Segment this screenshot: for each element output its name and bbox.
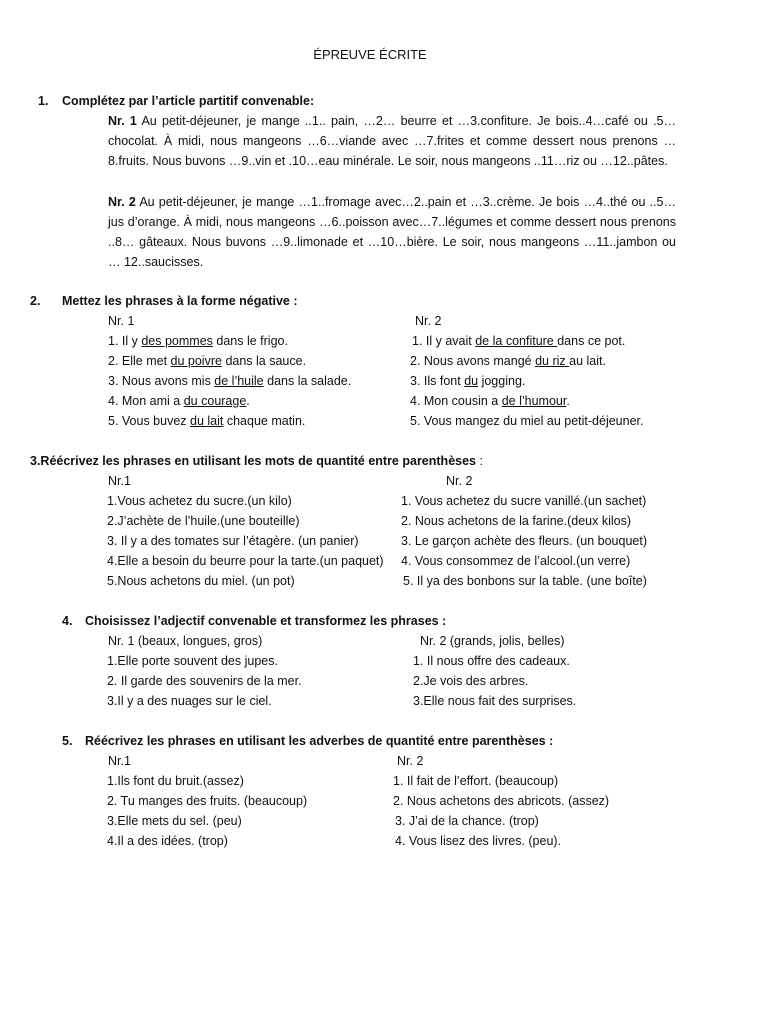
list-item: 4.Elle a besoin du beurre pour la tarte.(un paquet) [107, 554, 384, 568]
section-3-heading: 3.Réécrivez les phrases en utilisant les mots de quantité entre parenthèses [30, 454, 477, 468]
exercise-1-text: Au petit-déjeuner, je mange ..1.. pain, …2… beurre et …3.confiture. Je bois..4…café ou .5… chocolat. À midi, nous mangeons …6…viande avec …7.frites et comme dessert nous prenons … 8.fruits. Nous buvons …9..vin et .10…eau minérale. Le soir, nous mangeons ..11…riz ou …12..pâtes. [108, 114, 676, 168]
list-item: 4. Mon cousin a de l’humour. [410, 394, 570, 408]
section-5-number: 5. [62, 734, 73, 748]
list-item: 2. Nous achetons des abricots. (assez) [393, 794, 610, 808]
section-3-col1-label: Nr.1 [108, 474, 131, 488]
exercise-2-label: Nr. 2 [108, 195, 136, 209]
list-item: 2. Elle met du poivre dans la sauce. [108, 354, 307, 368]
list-item: 1.Vous achetez du sucre.(un kilo) [107, 494, 292, 508]
list-item: 3. Il y a des tomates sur l’étagère. (un panier) [107, 534, 359, 548]
list-item: 2. Tu manges des fruits. (beaucoup) [107, 794, 308, 808]
list-item: 1.Ils font du bruit.(assez) [107, 774, 244, 788]
list-item: 3. Ils font du jogging. [410, 374, 526, 388]
exercise-1-paragraph [108, 111, 676, 171]
list-item: 1.Elle porte souvent des jupes. [107, 654, 278, 668]
list-item: 3. Nous avons mis de l’huile dans la salade. [108, 374, 352, 388]
list-item: 1. Il y avait de la confiture dans ce pot. [412, 334, 626, 348]
list-item: 2.J’achète de l’huile.(une bouteille) [107, 514, 300, 528]
list-item: 4.Il a des idées. (trop) [107, 834, 228, 848]
section-5-col2-label: Nr. 2 [397, 754, 424, 768]
list-item: 3. J’ai de la chance. (trop) [395, 814, 539, 828]
section-4-col2-label: Nr. 2 (grands, jolis, belles) [420, 634, 565, 648]
section-5-heading: Réécrivez les phrases en utilisant les adverbes de quantité entre parenthèses : [85, 734, 554, 748]
section-1-heading: Complétez par l’article partitif convenable: [62, 94, 315, 108]
list-item: 4. Mon ami a du courage. [108, 394, 250, 408]
list-item: 2. Nous achetons de la farine.(deux kilos) [401, 514, 631, 528]
section-4-col1-label: Nr. 1 (beaux, longues, gros) [108, 634, 263, 648]
section-5-col1-label: Nr.1 [108, 754, 131, 768]
list-item: 5. Vous mangez du miel au petit-déjeuner. [410, 414, 644, 428]
list-item: 3.Il y a des nuages sur le ciel. [107, 694, 272, 708]
section-4-number: 4. [62, 614, 73, 628]
list-item: 5.Nous achetons du miel. (un pot) [107, 574, 295, 588]
section-3-heading-colon: : [476, 454, 483, 468]
list-item: 2. Nous avons mangé du riz au lait. [410, 354, 606, 368]
section-2-col1-label: Nr. 1 [108, 314, 135, 328]
section-2-number: 2. [30, 294, 41, 308]
list-item: 1. Il y des pommes dans le frigo. [108, 334, 288, 348]
list-item: 4. Vous consommez de l’alcool.(un verre) [401, 554, 631, 568]
list-item: 1. Il fait de l’effort. (beaucoup) [393, 774, 559, 788]
list-item: 3. Le garçon achète des fleurs. (un bouquet) [401, 534, 647, 548]
page-title: ÉPREUVE ÉCRITE [313, 47, 427, 62]
section-3-heading-wrap [30, 454, 483, 468]
exercise-2-paragraph [108, 192, 676, 272]
exercise-2-text: Au petit-déjeuner, je mange …1..fromage avec…2..pain et …3..crème. Je bois …4..thé ou ..5…jus d’orange. À midi, nous mangeons …6..poisson avec…7..légumes et comme dessert nous prenons ..8… gâteaux. Nous buvons …9..limonade et …10…bière. Le soir, nous mangeons …11..jambon ou … 12..saucisses. [108, 195, 676, 269]
list-item: 3.Elle mets du sel. (peu) [107, 814, 242, 828]
section-2-col2-label: Nr. 2 [415, 314, 442, 328]
list-item: 5. Il ya des bonbons sur la table. (une boîte) [403, 574, 647, 588]
section-2-heading: Mettez les phrases à la forme négative : [62, 294, 298, 308]
list-item: 2.Je vois des arbres. [413, 674, 529, 688]
list-item: 5. Vous buvez du lait chaque matin. [108, 414, 306, 428]
section-4-heading: Choisissez l’adjectif convenable et transformez les phrases : [85, 614, 447, 628]
list-item: 1. Il nous offre des cadeaux. [413, 654, 570, 668]
list-item: 2. Il garde des souvenirs de la mer. [107, 674, 302, 688]
list-item: 4. Vous lisez des livres. (peu). [395, 834, 562, 848]
exercise-1-label: Nr. 1 [108, 114, 137, 128]
list-item: 1. Vous achetez du sucre vanillé.(un sachet) [401, 494, 647, 508]
section-3-col2-label: Nr. 2 [446, 474, 473, 488]
list-item: 3.Elle nous fait des surprises. [413, 694, 577, 708]
section-1-number: 1. [38, 94, 49, 108]
